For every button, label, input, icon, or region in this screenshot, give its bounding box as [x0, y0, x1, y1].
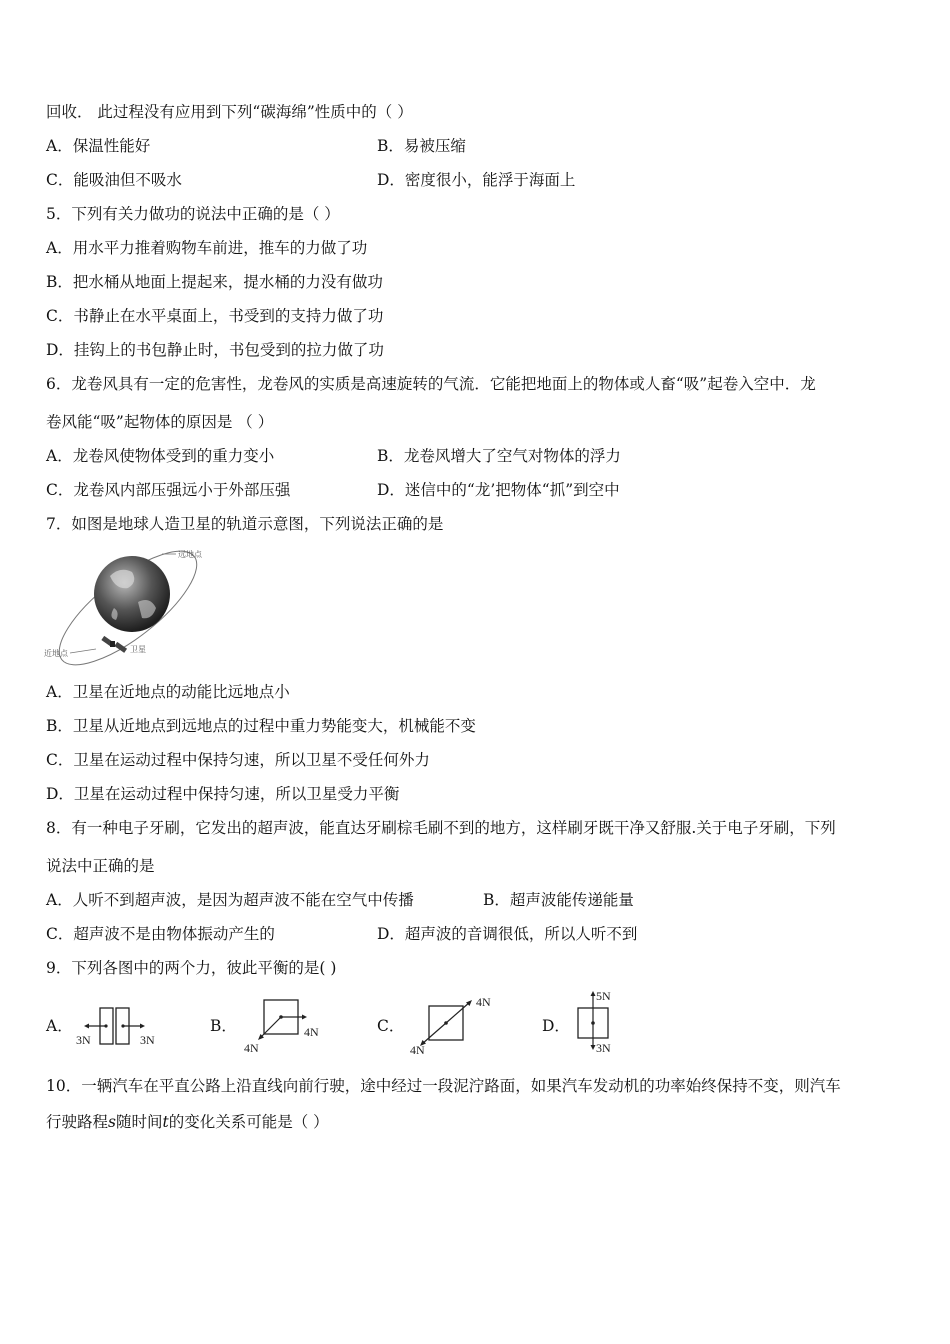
q5-option-a: A．用水平力推着购物车前进，推车的力做了功 — [46, 239, 368, 257]
force-c1-label: 4N — [476, 995, 491, 1009]
variable-s: s — [108, 1113, 116, 1131]
satellite-icon — [101, 636, 127, 653]
q4-option-d: D．密度很小，能浮于海面上 — [377, 171, 576, 189]
q9-label-d: D． — [542, 1017, 570, 1035]
q8-option-d: D．超声波的音调很低，所以人听不到 — [377, 925, 638, 943]
q8-stem-line2: 说法中正确的是 — [46, 857, 155, 875]
far-point-label: 远地点 — [178, 550, 202, 559]
q7-option-c: C．卫星在运动过程中保持匀速，所以卫星不受任何外力 — [46, 751, 430, 769]
force-d1-label: 5N — [596, 989, 611, 1003]
q7-option-a: A．卫星在近地点的动能比远地点小 — [46, 683, 290, 701]
variable-t: t — [162, 1113, 169, 1131]
q8-option-c: C．超声波不是由物体振动产生的 — [46, 925, 275, 943]
q10-stem-line2 — [46, 1112, 329, 1132]
q6-option-c: C．龙卷风内部压强远小于外部压强 — [46, 481, 291, 499]
q10-stem-part: 随时间 — [115, 1113, 163, 1131]
q9-label-a: A． — [46, 1017, 73, 1035]
force-d2-label: 3N — [596, 1041, 611, 1055]
q4-option-a: A．保温性能好 — [46, 137, 151, 155]
earth-globe — [94, 556, 170, 632]
q9-label-b: B． — [210, 1017, 237, 1035]
q6-option-b: B．龙卷风增大了空气对物体的浮力 — [377, 447, 621, 465]
q7-option-b: B．卫星从近地点到远地点的过程中重力势能变大，机械能不变 — [46, 717, 476, 735]
q6-option-a: A．龙卷风使物体受到的重力变小 — [46, 447, 275, 465]
q5-stem: 5．下列有关力做功的说法中正确的是（ ） — [46, 205, 340, 223]
q5-option-d: D．挂钩上的书包静止时，书包受到的拉力做了功 — [46, 341, 384, 359]
q4-option-b: B．易被压缩 — [377, 137, 466, 155]
q6-stem-line2: 卷风能“吸”起物体的原因是 （ ） — [46, 413, 274, 431]
force-c2-label: 4N — [410, 1043, 425, 1057]
q4-stem-continued: 回收． 此过程没有应用到下列“碳海绵”性质中的（ ） — [46, 103, 413, 121]
satellite-orbit-figure — [44, 546, 202, 662]
q9-stem: 9．下列各图中的两个力，彼此平衡的是( ) — [46, 959, 337, 977]
q9-figure-b — [240, 994, 330, 1054]
q9-figure-c — [404, 994, 504, 1056]
q9-figure-a — [72, 1002, 167, 1052]
q8-option-a: A．人听不到超声波，是因为超声波不能在空气中传播 — [46, 891, 414, 909]
satellite-label: 卫星 — [130, 645, 146, 654]
q7-option-d: D．卫星在运动过程中保持匀速，所以卫星受力平衡 — [46, 785, 400, 803]
force-a2-label: 3N — [140, 1033, 155, 1047]
q4-option-c: C．能吸油但不吸水 — [46, 171, 182, 189]
force-a1-label: 3N — [76, 1033, 91, 1047]
force-b2-label: 4N — [244, 1041, 259, 1055]
q6-option-d: D．迷信中的“龙’把物体“抓”到空中 — [377, 481, 620, 499]
q8-option-b: B．超声波能传递能量 — [483, 891, 634, 909]
q9-label-c: C． — [377, 1017, 405, 1035]
q6-stem-line1: 6．龙卷风具有一定的危害性，龙卷风的实质是高速旋转的气流．它能把地面上的物体或人畜“吸”起卷入空中．龙 — [46, 375, 816, 393]
near-point-label: 近地点 — [44, 649, 68, 658]
q9-figure-d — [570, 988, 632, 1056]
q10-stem-line1: 10．一辆汽车在平直公路上沿直线向前行驶，途中经过一段泥泞路面，如果汽车发动机的功率始终保持不变，则汽车 — [46, 1077, 841, 1095]
q10-stem-part: 的变化关系可能是（ ） — [168, 1113, 329, 1131]
force-b1-label: 4N — [304, 1025, 319, 1039]
q5-option-c: C．书静止在水平桌面上，书受到的支持力做了功 — [46, 307, 384, 325]
q10-stem-part: 行驶路程 — [46, 1113, 109, 1131]
q5-option-b: B．把水桶从地面上提起来，提水桶的力没有做功 — [46, 273, 383, 291]
q7-stem: 7．如图是地球人造卫星的轨道示意图，下列说法正确的是 — [46, 515, 444, 533]
q8-stem-line1: 8．有一种电子牙刷，它发出的超声波，能直达牙刷棕毛刷不到的地方，这样刷牙既干净又舒服.关于电子牙刷，下列 — [46, 819, 836, 837]
